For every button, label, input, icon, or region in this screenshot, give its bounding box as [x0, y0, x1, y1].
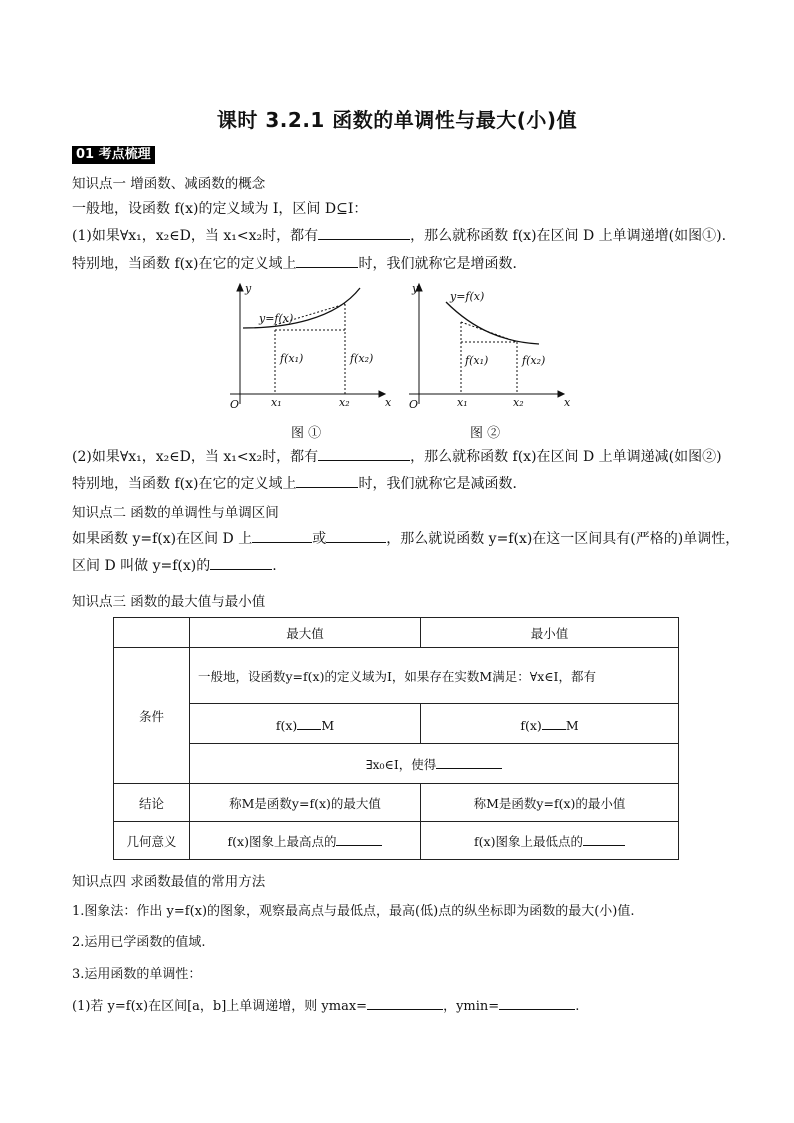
kp4-method3: 3.运用函数的单调性：: [72, 967, 202, 982]
row-header-geometry: 几何意义: [114, 822, 190, 860]
answer-blank[interactable]: [336, 831, 382, 846]
kp2-line2-a: 区间 D 叫做 y=f(x)的: [72, 558, 211, 574]
fx2-label: f(x₂): [522, 354, 546, 367]
condition-max-m: M: [321, 717, 335, 733]
geometry-max: [190, 822, 421, 860]
condition-max-fx: f(x): [275, 717, 298, 733]
row-header-conclusion: 结论: [114, 784, 190, 822]
kp1-para1-a: (1)如果∀x₁，x₂∈D，当 x₁<x₂时，都有: [72, 228, 319, 244]
figure-2-decreasing: [404, 280, 574, 415]
answer-blank[interactable]: [318, 446, 410, 461]
fx1-label: f(x₁): [280, 352, 304, 365]
kp1-para2-b: 时，我们就称它是增函数．: [358, 256, 527, 272]
kp2-line2: [72, 555, 277, 575]
kp1-para1-b: ，那么就称函数 f(x)在区间 D 上单调递增(如图①).: [410, 228, 727, 244]
answer-blank[interactable]: [326, 528, 386, 543]
kp1-para2-a: 特别地，当函数 f(x)在它的定义域上: [72, 256, 297, 272]
x1-label: x₁: [457, 396, 468, 409]
kp4-method1: 1.图象法：作出 y=f(x)的图象，观察最高点与最低点，最高(低)点的纵坐标即为函数的最大(小)值.: [72, 904, 635, 919]
geometry-min-text: f(x)图象上最低点的: [474, 834, 583, 849]
col-header-min: 最小值: [421, 618, 679, 648]
kp1-para1: [72, 225, 726, 245]
answer-blank[interactable]: [499, 995, 575, 1010]
figure-2-caption: 图 ②: [470, 426, 501, 441]
kp3-heading: 知识点三 函数的最大值与最小值: [72, 594, 266, 610]
row-header-condition: 条件: [114, 648, 190, 784]
answer-blank[interactable]: [297, 715, 321, 730]
kp4-heading: 知识点四 求函数最值的常用方法: [72, 874, 266, 890]
geometry-min: [421, 822, 679, 860]
figure-1-increasing: [225, 280, 395, 415]
kp2-line1-or: 或: [312, 531, 327, 547]
answer-blank[interactable]: [367, 995, 443, 1010]
answer-blank[interactable]: [436, 754, 502, 769]
kp2-line1-c: ，那么就说函数 y=f(x)在这一区间具有(严格的)单调性，: [386, 531, 740, 547]
curve-label: y=f(x): [450, 290, 485, 303]
x2-label: x₂: [513, 396, 524, 409]
answer-blank[interactable]: [210, 555, 272, 570]
figure-1-caption: 图 ①: [291, 426, 322, 441]
y-axis-label: y: [412, 282, 419, 295]
kp1-para3: [72, 446, 722, 466]
condition-min-fx: f(x): [520, 717, 542, 733]
kp1-para4: [72, 473, 526, 493]
page-title: 课时 3.2.1 函数的单调性与最大(小)值: [216, 108, 578, 132]
kp4-method4: [72, 995, 579, 1014]
origin-label: O: [409, 398, 419, 411]
kp1-para3-a: (2)如果∀x₁，x₂∈D，当 x₁<x₂时，都有: [72, 449, 319, 465]
answer-blank[interactable]: [252, 528, 312, 543]
origin-label: O: [230, 398, 240, 411]
condition-min-m: M: [565, 717, 579, 733]
kp4-method2: 2.运用已学函数的值域.: [72, 935, 206, 950]
fx1-label: f(x₁): [465, 354, 489, 367]
kp2-line1-a: 如果函数 y=f(x)在区间 D 上: [72, 531, 253, 547]
answer-blank[interactable]: [318, 225, 410, 240]
kp4-method4-a: (1)若 y=f(x)在区间[a，b]上单调递增，则 ymax=: [72, 999, 368, 1014]
y-axis-label: y: [245, 282, 252, 295]
kp4-method4-b: ，ymin=: [443, 999, 500, 1014]
condition-general: 一般地，设函数y=f(x)的定义域为I，如果存在实数M满足：∀x∈I，都有: [190, 648, 679, 704]
x-axis-label: x: [564, 396, 571, 409]
kp1-para3-b: ，那么就称函数 f(x)在区间 D 上单调递减(如图②): [410, 449, 722, 465]
conclusion-max: 称M是函数y=f(x)的最大值: [190, 784, 421, 822]
x-axis-label: x: [385, 396, 392, 409]
kp1-para4-a: 特别地，当函数 f(x)在它的定义域上: [72, 476, 297, 492]
kp2-line1: [72, 528, 739, 548]
fx2-label: f(x₂): [350, 352, 374, 365]
kp1-para4-b: 时，我们就称它是减函数．: [358, 476, 527, 492]
x1-label: x₁: [271, 396, 282, 409]
kp2-heading: 知识点二 函数的单调性与单调区间: [72, 505, 279, 521]
answer-blank[interactable]: [542, 715, 566, 730]
decreasing-curve: [446, 302, 539, 344]
answer-blank[interactable]: [296, 253, 358, 268]
curve-label: y=f(x): [259, 312, 294, 325]
table-corner: [114, 618, 190, 648]
condition-exist-text: ∃x₀∈I，使得: [365, 757, 437, 772]
kp2-line2-b: .: [272, 558, 277, 574]
condition-max: [190, 704, 421, 744]
geometry-max-text: f(x)图象上最高点的: [227, 834, 337, 849]
answer-blank[interactable]: [296, 473, 358, 488]
kp4-method4-c: .: [575, 999, 580, 1014]
x2-label: x₂: [339, 396, 350, 409]
condition-exist: [190, 744, 679, 784]
answer-blank[interactable]: [583, 831, 625, 846]
kp1-para2: [72, 253, 526, 273]
y-axis-arrow-icon: [237, 284, 243, 291]
kp1-intro: 一般地，设函数 f(x)的定义域为 I，区间 D⊆I：: [72, 201, 368, 217]
max-min-table: [113, 617, 679, 860]
condition-min: [421, 704, 679, 744]
section-badge: 01 考点梳理: [72, 146, 155, 164]
conclusion-min: 称M是函数y=f(x)的最小值: [421, 784, 679, 822]
col-header-max: 最大值: [190, 618, 421, 648]
kp1-heading: 知识点一 增函数、减函数的概念: [72, 176, 266, 192]
